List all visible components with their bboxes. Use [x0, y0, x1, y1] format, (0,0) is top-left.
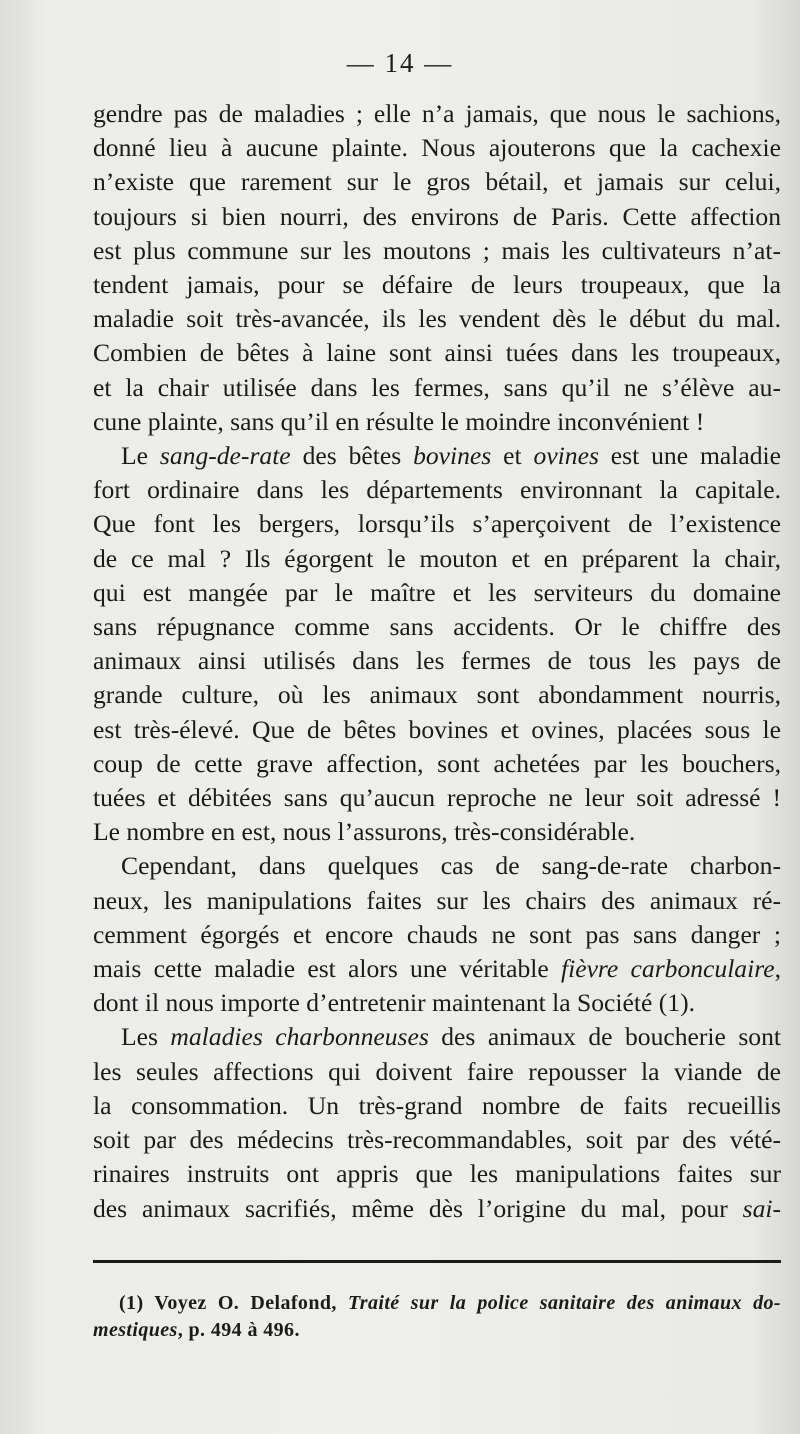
text-line: rinaires instruits ont appris que les manipulations faites sur [93, 1159, 781, 1189]
text-fragment: , [774, 954, 781, 984]
text-fragment: mais cette maladie est alors une véritable [93, 954, 561, 984]
text-line: qui est mangée par le maître et les serviteurs du domaine [93, 577, 781, 607]
text-fragment: Le [121, 441, 160, 471]
italic-title: Traité sur la police sanitaire des animaux do- [347, 1292, 781, 1314]
page-number: — 14 — [346, 48, 454, 78]
footnote [93, 1290, 781, 1344]
text-line: Le nombre en est, nous l’assurons, très-considérable. [93, 817, 636, 847]
text-line [93, 439, 781, 473]
text-line: les seules affections qui doivent faire repousser la viande de [93, 1056, 781, 1086]
italic-term: ovines [533, 441, 599, 471]
text-line: la consommation. Un très-grand nombre de faits recueillis [93, 1090, 781, 1120]
text-fragment: Les [121, 1022, 171, 1052]
text-line: neux, les manipulations faites sur les chairs des animaux ré- [93, 885, 781, 915]
italic-term: maladies charbonneuses [170, 1022, 429, 1052]
text-line [93, 1192, 781, 1226]
text-line: Combien de bêtes à laine sont ainsi tuées dans les troupeaux, [93, 338, 781, 368]
text-line: animaux ainsi utilisés dans les fermes de tous les pays de [93, 646, 781, 676]
body-text [93, 97, 781, 1226]
text-line: fort ordinaire dans les départements environnant la capitale. [93, 475, 781, 505]
italic-title: mestiques [93, 1319, 178, 1341]
italic-term: sai- [742, 1193, 781, 1223]
text-line: maladie soit très-avancée, ils les vendent dès le début du mal. [93, 304, 781, 334]
text-fragment: des animaux sacrifiés, même dès l’origine du mal, pour [93, 1193, 743, 1223]
text-line: et la chair utilisée dans les fermes, sans qu’il ne s’élève au- [93, 372, 781, 402]
footnote-line [93, 1317, 781, 1344]
text-fragment: est une maladie [598, 441, 781, 471]
text-line: tuées et débitées sans qu’aucun reproche ne leur soit adressé ! [93, 783, 781, 813]
text-line: sans répugnance comme sans accidents. Or le chiffre des [93, 612, 781, 642]
text-line: Cependant, dans quelques cas de sang-de-rate charbon- [121, 851, 781, 881]
text-line: n’existe que rarement sur le gros bétail, et jamais sur celui, [93, 167, 781, 197]
text-line: toujours si bien nourri, des environs de Paris. Cette affection [93, 201, 781, 231]
text-line: est très-élevé. Que de bêtes bovines et ovines, placées sous le [93, 714, 781, 744]
text-line: cemment égorgés et encore chauds ne sont pas sans danger ; [93, 919, 781, 949]
text-line: soit par des médecins très-recommandables, soit par des vété- [93, 1125, 781, 1155]
text-fragment: des animaux de boucherie sont [428, 1022, 781, 1052]
text-fragment: et [491, 441, 534, 471]
text-fragment: des bêtes [290, 441, 414, 471]
text-line [93, 952, 781, 986]
footnote-line [93, 1290, 781, 1317]
italic-term: bovines [413, 441, 492, 471]
text-line: grande culture, où les animaux sont abondamment nourris, [93, 680, 781, 710]
text-line: Que font les bergers, lorsqu’ils s’aperçoivent de l’existence [93, 509, 781, 539]
text-line: de ce mal ? Ils égorgent le mouton et en préparent la chair, [93, 543, 781, 573]
text-line: cune plainte, sans qu’il en résulte le moindre inconvénient ! [93, 406, 705, 436]
text-line: est plus commune sur les moutons ; mais les cultivateurs n’at- [93, 235, 781, 265]
footnote-rule [93, 1260, 781, 1263]
italic-term: sang-de-rate [159, 441, 291, 471]
text-line: donné lieu à aucune plainte. Nous ajouterons que la cachexie [93, 133, 781, 163]
text-line: gendre pas de maladies ; elle n’a jamais, que nous le sachions, [93, 99, 781, 128]
italic-term: fièvre carbonculaire [560, 954, 775, 984]
text-line [93, 1020, 781, 1054]
text-fragment: , p. 494 à 496. [177, 1319, 300, 1341]
text-line: coup de cette grave affection, sont achetées par les bouchers, [93, 748, 781, 778]
text-line: tendent jamais, pour se défaire de leurs troupeaux, que la [93, 270, 781, 300]
text-line: dont il nous importe d’entretenir maintenant la Société (1). [93, 988, 695, 1018]
text-fragment: (1) Voyez O. Delafond, [119, 1292, 348, 1314]
